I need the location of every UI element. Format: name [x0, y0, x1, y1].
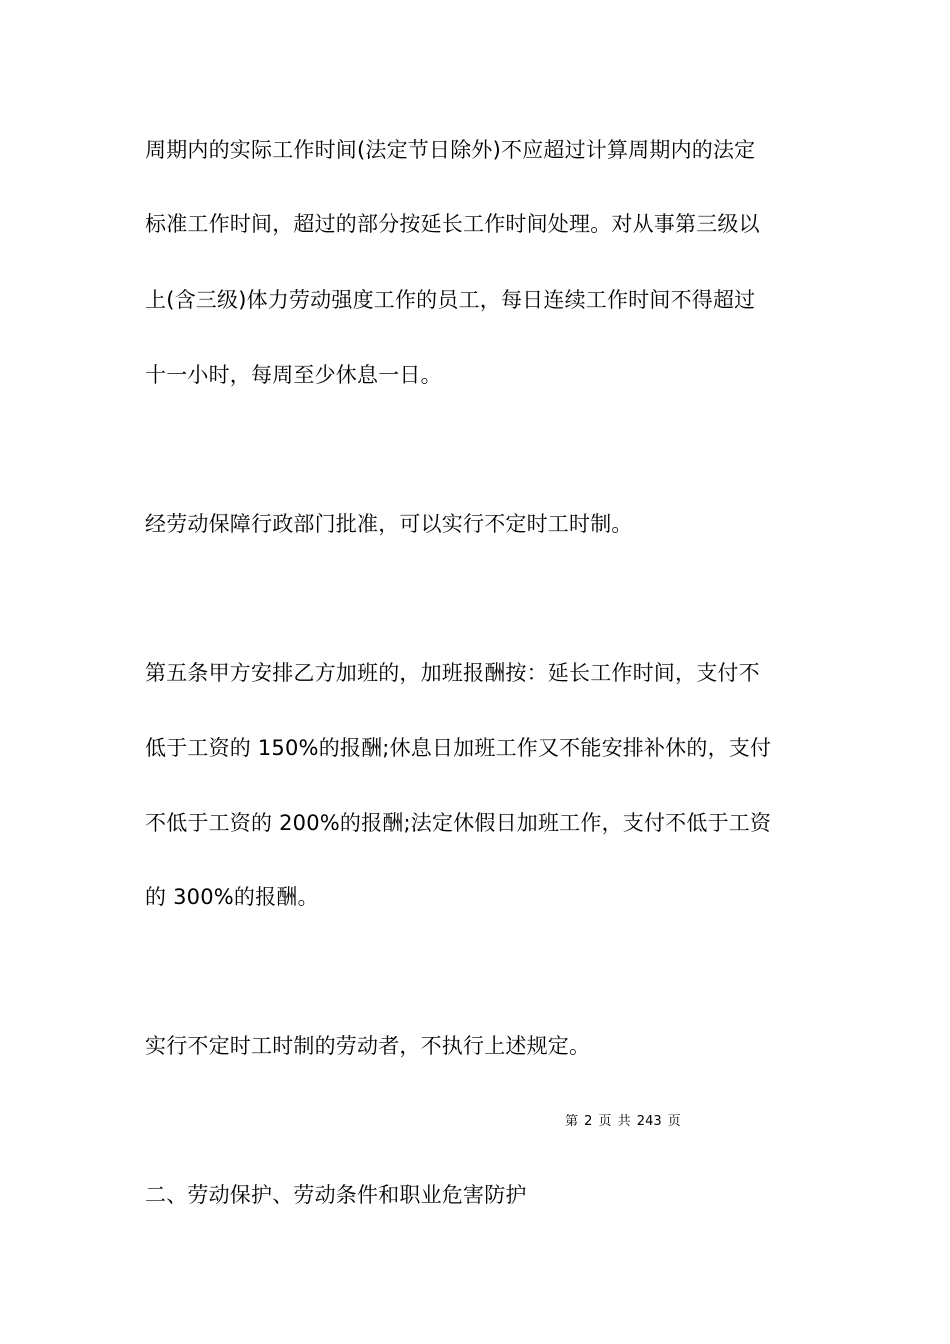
- text-line: 十一小时，每周至少休息一日。: [145, 363, 442, 387]
- section-heading: 二、劳动保护、劳动条件和职业危害防护: [145, 1183, 527, 1207]
- text-line: 上(含三级)体力劳动强度工作的员工，每日连续工作时间不得超过: [145, 288, 756, 312]
- text-line: 低于工资的 150%的报酬;休息日加班工作又不能安排补休的，支付: [145, 736, 772, 760]
- text-line: 标准工作时间，超过的部分按延长工作时间处理。对从事第三级以: [145, 212, 760, 236]
- text-line: 周期内的实际工作时间(法定节日除外)不应超过计算周期内的法定: [145, 138, 756, 162]
- text-line: 第五条甲方安排乙方加班的，加班报酬按：延长工作时间，支付不: [145, 661, 760, 685]
- text-line: 经劳动保障行政部门批准，可以实行不定时工时制。: [145, 512, 633, 536]
- page-indicator: 第 2 页 共 243 页: [565, 1114, 681, 1129]
- text-line: 的 300%的报酬。: [145, 885, 319, 909]
- text-line: 不低于工资的 200%的报酬;法定休假日加班工作，支付不低于工资: [145, 811, 772, 835]
- text-line: 实行不定时工时制的劳动者，不执行上述规定。: [145, 1034, 591, 1058]
